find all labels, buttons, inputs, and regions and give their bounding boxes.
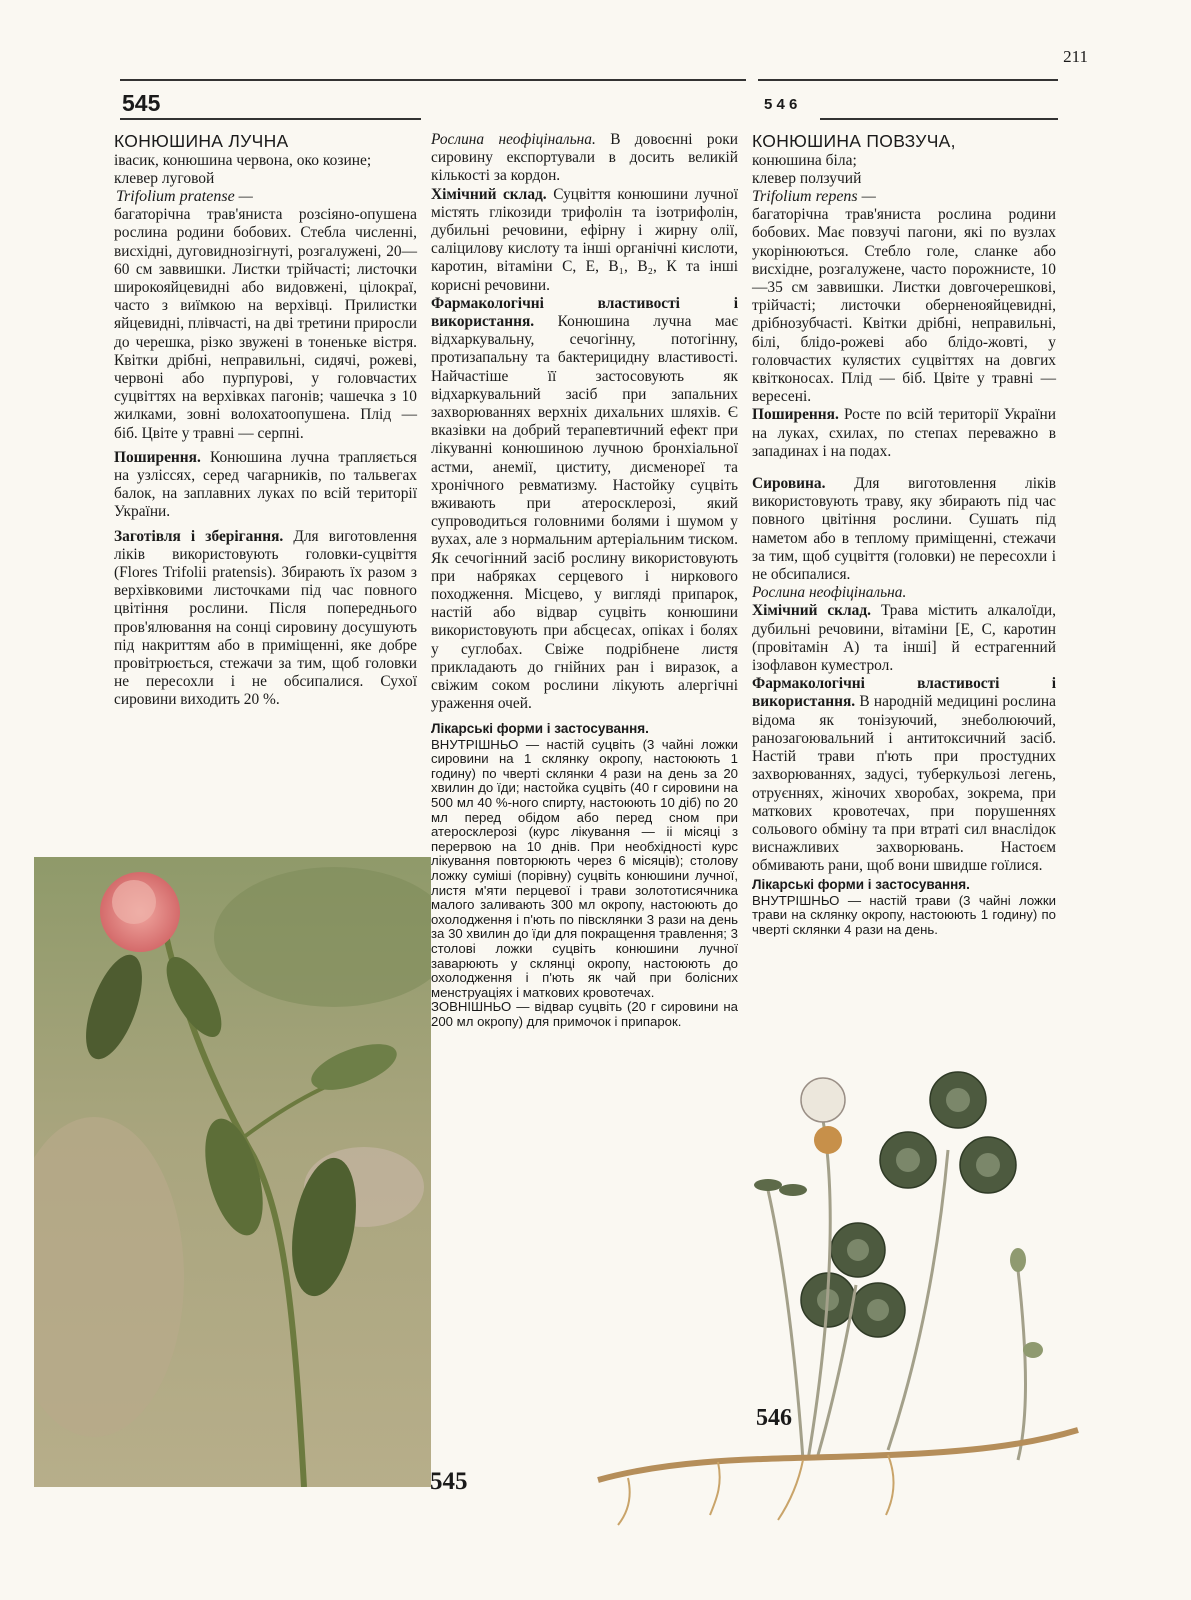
synonyms-545: івасик, конюшина червона, око козине; [114, 152, 372, 169]
russian-name-545: клевер луговой [114, 170, 215, 187]
description-546: багаторічна трав'яниста рослина родини бобових. Має повзучі пагони, які по вузлах укорінюються. Стебло голе, сланке або висхідне, розгалужене, часто порожнисте, 10—35 см заввишки. Листки довгочерешкові, трійчасті; листочки оберненояйцевидні, дрібнозубчасті. Квітки дрібні, неправильні, білі, блідо-рожеві або блідо-жовті, у головчастих кулястих суцвіттях на довгих квітконосах. Плід — біб. Цвіте у травні — вересені. [752, 206, 1056, 406]
white-clover-drawing [588, 1060, 1088, 1530]
spread-heading-545: Поширення. [114, 448, 201, 466]
nonofficinal-546: Рослина неофіцінальна. [752, 584, 907, 602]
description-545: багаторічна трав'яниста розсіяно-опушена рослина родини бобових. Стебла численні, висхідні, дуговиднозігнуті, розгалужені, 20—60 см заввишки. Листки трійчасті; листочки широкояйцевидні або видовжені, цілокраї, часто з виїмкою на верхівці. Прилистки яйцевидні, плівчасті, на дві третини приросли до черешка, різко звужені в тоненьке вістря. Квітки дрібні, неправильні, сидячі, рожеві, червоні або пурпурові, у головчастих суцвіттях на верхівках пагонів; чашечка з 10 жилками, зовні волохатоопушена. Плід — біб. Цвіте у травні — серпні. [114, 206, 417, 442]
spread-text-546: Росте по всій території України на луках, схилах, по степах переважно в западинах і на подах. [752, 406, 1056, 460]
pharm-text-546: В народній медицині рослина відома як тонізуючий, знеболюючий, ранозагоювальний і антитоксичний засіб. Настій трави п'ють при простудних захворюваннях, задусі, туберкульозі легень, отруєннях, жіночих хворобах, зокрема, при маткових кровотечах, при порушеннях сольового обміну та при втраті сил внаслідок виснажливих захворювань. Настоєм обмивають рани, щоб вони швидше гоїлися. [752, 693, 1056, 875]
forms-internal-546: ВНУТРІШНЬО — настій трави (3 чайні ложки трави на склянку окропу, настоюють 1 годину) по чверті склянки 4 рази на день. [752, 892, 1056, 937]
header-rule-left [120, 79, 746, 81]
entry-rule-545 [120, 118, 421, 120]
spread-text-545: Конюшина лучна трапляється на узліссях, серед чагарників, по тальвегах балок, на заплавних луках по всій території України. [114, 448, 417, 521]
synonyms-546: конюшина біла; [752, 152, 857, 169]
column-1 [114, 131, 417, 710]
forms-heading-546: Лікарські форми і застосування. [752, 876, 970, 892]
pharm-heading-546: Фармакологічні властивості і використання. [752, 675, 1056, 711]
harvest-text-545: Для виготовлення ліків використовують головки-суцвіття (Flores Trifolii pratensis). Збирають їх разом з верхівковими листочками під час повного цвітіння рослини. Після попереднього пров'ялювання на сонці сировину досушують під накриттям або в приміщенні, яке добре провітрюється, стежачи за тим, щоб головки не пересохли і не обсипалися. Сухої сировини виходить 20 %. [114, 527, 417, 709]
chem-text-546: Трава містить алкалоїди, дубильні речовини, вітаміни [Е, С, каротин (провітамін А) та інші] й естрагенний ізофлавон куместрол. [752, 602, 1056, 675]
raw-text-546: Для виготовлення ліків використовують траву, яку збирають під час повного цвітіння рослини. Сушать під наметом або в теплому приміщенні, стежачи за тим, щоб суцвіття (головки) не пересохли і не обсипалися. [752, 475, 1056, 584]
pharm-heading-545: Фармакологічні властивості і використання. [431, 294, 738, 331]
nonofficinal-545: Рослина неофіцінальна. [431, 131, 596, 148]
figure-label-546: 546 [756, 1405, 792, 1431]
chem-text-545: Суцвіття конюшини лучної містять глікозиди трифолін та ізотрифолін, дубильні речовини, ефірну і жирну олії, саліцилову кислоту та інші органічні кислоти, каротин, вітаміни С, Е, В₁, В₂, К та інші корисні речовини. [431, 185, 738, 294]
chem-heading-546: Хімічний склад. [752, 602, 872, 620]
latin-name-545: Trifolium pratense — [116, 188, 253, 205]
entry-title-546: КОНЮШИНА ПОВЗУЧА, [752, 131, 956, 151]
header-rule-right [758, 79, 1058, 81]
harvest-heading-545: Заготівля і зберігання. [114, 527, 284, 545]
forms-internal-545: ВНУТРІШНЬО — настій суцвіть (3 чайні ложки сировини на 1 склянку окропу, настоюють 1 годину) по чверті склянки 4 рази на день за 20 хвилин до їди; настойка суцвіть (40 г сировини на 500 мл 40 %-ного спирту, настоюють 10 діб) по 20 мл перед обідом або перед сном при атеросклерозі (курс лікування — ii місяці з перервою на 10 днів. При необхідності курс лікування повторюють через 6 місяців); столову ложку суміші (порівну) суцвіть конюшини лучної, листя м'яти перцевої і трави золототисячника малого заливають 300 мл окропу, настоюють до охолодження і п'ють по півсклянки 3 рази на день за 30 хвилин до їди для покращення травлення; 3 столові ложки суцвіть конюшини лучної заварюють у склянці окропу, настоюють до охолодження і п'ють як чай при болісних менструаціях і маткових кровотечах. [431, 736, 738, 1000]
latin-name-546: Trifolium repens — [752, 188, 876, 205]
pharm-text-545: Конюшина лучна має відхаркувальну, сечогінну, потогінну, протизапальну та бактерицидну властивості. Найчастіше її застосовують як відхаркувальний засіб при запальних захворюваннях верхніх дихальних шляхів. Є вказівки на добрий терапевтичний ефект при лікуванні конюшиною лучною бронхіальної астми, анемії, циститу, дисменореї та хронічного ревматизму. Настойку суцвіть вживають при атеросклерозі, який супроводиться головними болями і шумом у вухах, але з нормальним артеріальним тиском. Як сечогінний засіб рослину використовують при набряках серцевого і ниркового походження. Місцево, у вигляді припарок, настій або відвар суцвіть конюшини використовують при абсцесах, опіках і болях у суглобах. Свіже подрібнене листя прикладають до гнійних ран і виразок, а свіжим соком рослини лікують алергічні ураження очей. [431, 313, 738, 713]
forms-external-545: ЗОВНІШНЬО — відвар суцвіть (20 г сировини на 200 мл окропу) для примочок і припарок. [431, 999, 738, 1029]
red-clover-photo [34, 857, 431, 1487]
page-number: 211 [1063, 47, 1088, 66]
russian-name-546: клевер ползучий [752, 170, 862, 187]
export-text-545: В довоєнні роки сировину експортували в досить великій кількості за кордон. [431, 131, 738, 185]
chem-heading-545: Хімічний склад. [431, 185, 547, 203]
forms-heading-545: Лікарські форми і застосування. [431, 720, 649, 736]
entry-number-545: 545 [122, 90, 161, 116]
figure-label-545: 545 [430, 1468, 468, 1495]
column-3 [752, 131, 1056, 938]
entry-rule-546 [820, 118, 1058, 120]
column-2 [431, 131, 738, 1030]
spread-heading-546: Поширення. [752, 406, 839, 424]
entry-title-545: КОНЮШИНА ЛУЧНА [114, 131, 289, 151]
raw-heading-546: Сировина. [752, 475, 826, 493]
entry-number-546: 5 4 6 [764, 96, 798, 113]
